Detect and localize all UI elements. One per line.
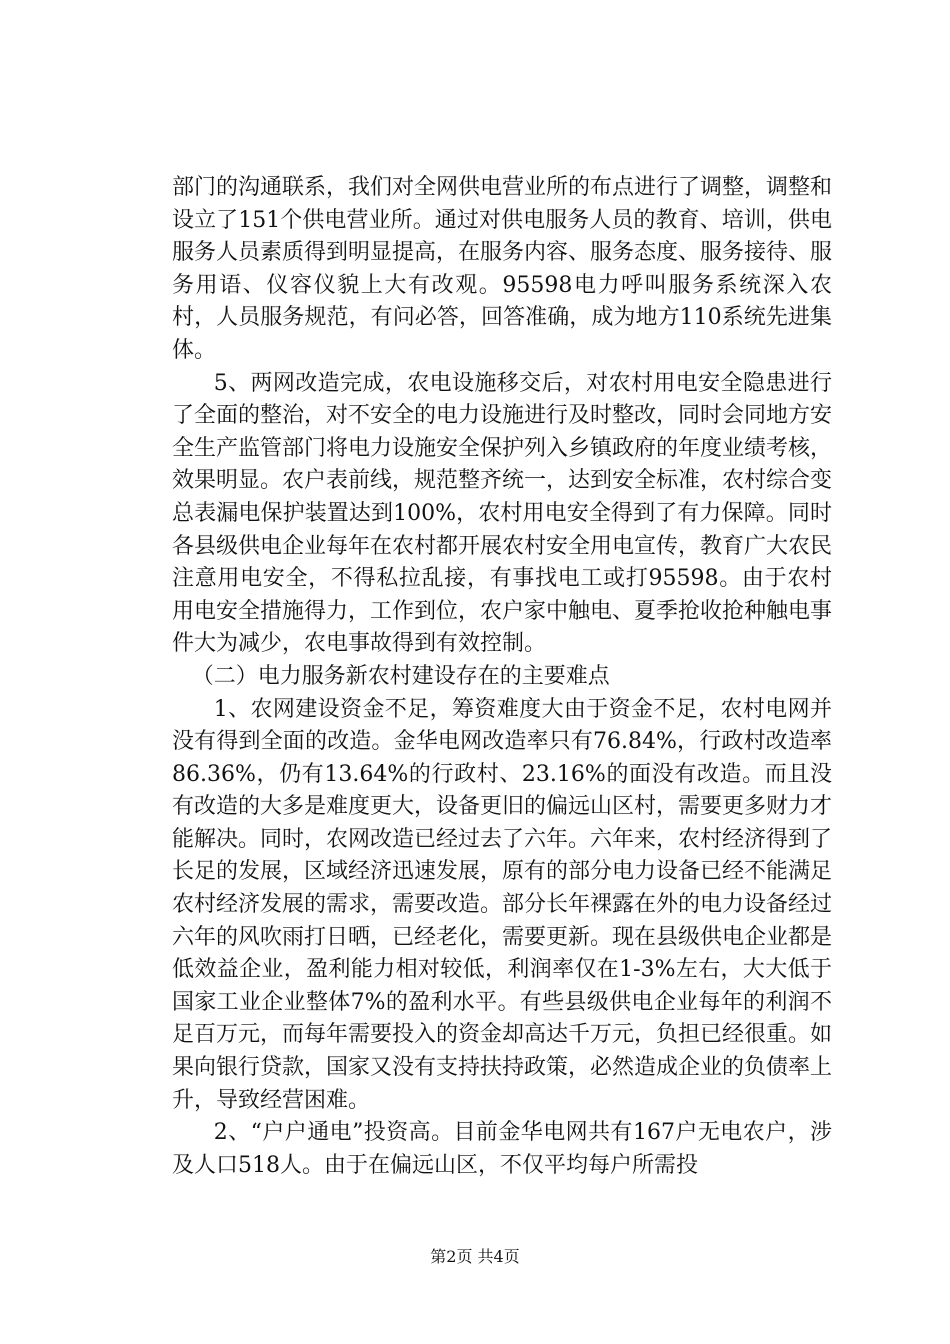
- paragraph-safety-rectification: 5、两网改造完成，农电设施移交后，对农村用电安全隐患进行了全面的整治，对不安全的电力设施进行及时整改，同时会同地方安全生产监管部门将电力设施安全保护列入乡镇政府的年度业绩考核，效果明显。农户表前线，规范整齐统一，达到安全标准，农村综合变总表漏电保护装置达到100%，农村用电安全得到了有力保障。同时各县级供电企业每年在农村都开展农村安全用电宣传，教育广大农民注意用电安全，不得私拉乱接，有事找电工或打95598。由于农村用电安全措施得力，工作到位，农户家中触电、夏季抢收抢种触电事件大为减少，农电事故得到有效控制。: [172, 370, 833, 657]
- document-body: [172, 172, 832, 1182]
- section-heading-difficulties: （二）电力服务新农村建设存在的主要难点: [191, 663, 610, 689]
- page-footer: 第2页 共4页: [430, 1247, 520, 1266]
- paragraph-service-outlets: 部门的沟通联系，我们对全网供电营业所的布点进行了调整，调整和设立了151个供电营业所。通过对供电服务人员的教育、培训，供电服务人员素质得到明显提高，在服务内容、服务态度、服务接待、服务用语、仪容仪貌上大有改观。95598电力呼叫服务系统深入农村，人员服务规范，有问必答，回答准确，成为地方110系统先进集体。: [172, 175, 833, 363]
- paragraph-funding-shortage: 1、农网建设资金不足，筹资难度大由于资金不足，农村电网并没有得到全面的改造。金华电网改造率只有76.84%，行政村改造率86.36%，仍有13.64%的行政村、23.16%的面没有改造。而且没有改造的大多是难度更大，设备更旧的偏远山区村，需要更多财力才能解决。同时，农网改造已经过去了六年。六年来，农村经济得到了长足的发展，区域经济迅速发展，原有的部分电力设备已经不能满足农村经济发展的需求，需要改造。部分长年裸露在外的电力设备经过六年的风吹雨打日晒，已经老化，需要更新。现在县级供电企业都是低效益企业，盈利能力相对较低，利润率仅在1-3%左右，大大低于国家工业企业整体7%的盈利水平。有些县级供电企业每年的利润不足百万元，而每年需要投入的资金却高达千万元，负担已经很重。如果向银行贷款，国家又没有支持扶持政策，必然造成企业的负债率上升，导致经营困难。: [172, 696, 833, 1113]
- paragraph-household-electricity: 2、“户户通电”投资高。目前金华电网共有167户无电农户，涉及人口518人。由于在偏远山区，不仅平均每户所需投: [172, 1120, 832, 1178]
